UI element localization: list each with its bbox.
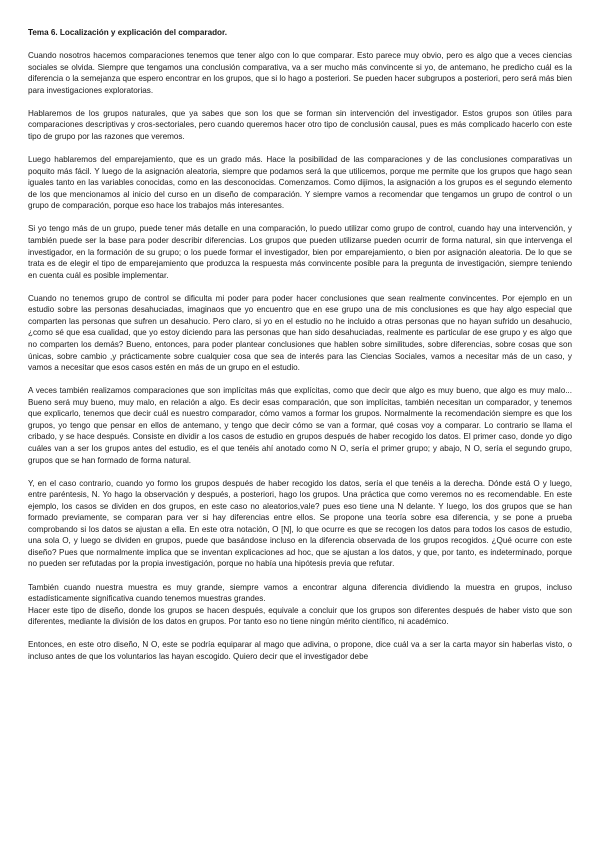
paragraph-matching: Luego hablaremos del emparejamiento, que es un grado más. Hace la posibilidad de las comparaciones y de las conclusiones comparativas un poquito más fácil. Y luego de la asignación aleatoria, siempre que podamos será la que utilicemos, porque me permite que los grupos que hago sean iguales tanto en las variables conocidas, como en las desconocidas. Comenzamos. Como dijimos, la asignación a los grupos es el segundo elemento de los que mencionamos al inicio del curso en un diseño de comparación. Y siempre vamos a recomendar que tengamos un grupo de control o un grupo de comparación, porque eso hace los trabajos más interesantes. [28,155,572,211]
paragraph-magician-analogy: Entonces, en este otro diseño, N O, este se podría equiparar al mago que adivina, o propone, dice cuál va a ser la carta mayor sin haberlas visto, o incluso antes de que los voluntarios las hayan escogido. Quiero decir que el investigador debe [28,640,572,661]
paragraph-multiple-groups: Si yo tengo más de un grupo, puede tener más detalle en una comparación, lo puedo utilizar como grupo de control, cuando hay una intervención, y también puede ser la base para poder describir diferencias. Los grupos que pueden utilizarse pueden ocurrir de forma natural, sin que intervenga el investigador, en la formación de su grupo; o los puede formar el investigador, bien por emparejamiento, o bien por asignación aleatoria. De lo que se trata es de elegir el tipo de emparejamiento que produzca la respuesta más convincente posible para la pregunta de investigación, siempre teniendo en cuenta cuál es posible implementar. [28,224,572,280]
document-page [28,27,572,663]
document-title: Tema 6. Localización y explicación del comparador. [28,28,227,37]
paragraph-design-merit: Hacer este tipo de diseño, donde los grupos se hacen después, equivale a concluir que los grupos son diferentes después de haber visto que son diferentes, mediante la división de los datos en grupos. Por tanto eso no tiene ningún mérito científico, ni académico. [28,605,572,627]
paragraph-post-hoc-groups: Y, en el caso contrario, cuando yo formo los grupos después de haber recogido los datos, sería el que tenéis a la derecha. Dónde está O y luego, entre paréntesis, N. Yo hago la observación y después, a posteriori, hago los grupos. Una práctica que como veremos no es recomendable. En este ejemplo, los casos se dividen en dos grupos, en este caso no aleatorios,vale? pues eso tiene una N delante. Y luego, los dos grupos que se han formado previamente, se comparan para ver si hay diferencias entre ellos. Se propone una teoría sobre esa diferencia, y se pone a prueba comprobando si los datos se ajustan a ella. En este otra notación, O [N], lo que ocurre es que se recogen los datos para todos los casos de estudio, una sola O, y luego se dividen en grupos, puede que basándose incluso en la diferencia observada de los grupos recogidos. ¿Qué ocurre con este diseño? Pues que normalmente implica que se inventan explicaciones ad hoc, que se ajustan a los datos, y que, por tanto, es indeterminado, porque no pueden ser refutadas por la propia investigación, porque no había una hipótesis previa que refutar. [28,478,572,569]
paragraph-large-sample: También cuando nuestra muestra es muy grande, siempre vamos a encontrar alguna diferencia dividiendo la muestra en grupos, incluso estadísticamente significativa cuando tenemos muestras grandes. [28,582,572,604]
paragraph-natural-groups: Hablaremos de los grupos naturales, que ya sabes que son los que se forman sin intervención del investigador. Estos grupos son útiles para comparaciones descriptivas y cros-sectoriales, pero cuando queremos hacer otro tipo de conclusión causal, pues es más complicado hacerlo con este tipo de grupo por las razones que veremos. [28,108,572,142]
paragraph-intro: Cuando nosotros hacemos comparaciones tenemos que tener algo con lo que comparar. Esto parece muy obvio, pero es algo que a veces ciencias sociales se olvida. Siempre que tengamos una conclusión comparativa, va a ser mucho más convincente si yo, de antemano, he predicho cuál es la diferencia o la semejanza que espero encontrar en los grupos, que si lo hago a posteriori. Se pueden hacer subgrupos a posteriori, pero será más bien para investigaciones exploratorias. [28,51,572,95]
paragraph-no-control-group: Cuando no tenemos grupo de control se dificulta mi poder para poder hacer conclusiones que sean realmente convincentes. Por ejemplo en un estudio sobre las personas desahuciadas, imaginaos que yo encuentro que en ese grupo una de mis conclusiones es que hay algo especial que comparten las personas que sufren un desahucio. Pero claro, si yo en el estudio no he incluido a otras personas que no hayan sufrido un desahucio, ¿como sé que esa cualidad, que yo estoy diciendo para las personas que han sido desahuciadas, realmente es particular de ese grupo y es algo que no comparten los demás? Bueno, entonces, para poder plantear conclusiones que hablen sobre similitudes, sobre diferencias, sobre cosas que son únicas, sobre cambio ,y prácticamente sobre cualquier cosa que sea de interés para las Ciencias Sociales, vamos a necesitar más de un caso, y vamos a necesitar que esos casos estén en más de un grupo en el estudio. [28,293,572,373]
paragraph-implicit-comparisons: A veces también realizamos comparaciones que son implícitas más que explícitas, como que decir que algo es muy bueno, que algo es muy malo... Bueno será muy bueno, muy malo, en relación a algo. Es decir esas comparación, que son implícitas, también necesitan un comparador, y tenemos que explicarlo, tenemos que decir cuál es nuestro comparador, cómo vamos a formar los grupos. Normalmente la recomendación siempre es que los grupos, yo tengo que pensar en ellos de antemano, y tengo que decir cómo se van a formar, qué cosas voy a comparar. Lo contrario se llama el cribado, y se hace después. Consiste en dividir a los casos de estudio en grupos después de haber recogido los datos. El primer caso, donde yo digo cuáles van a ser los grupos antes del estudio, es el que tenéis ahí anotado como N O, sería el primer grupo; y abajo, N O, sería el segundo grupo, grupos que se han formado de forma natural. [28,386,572,465]
